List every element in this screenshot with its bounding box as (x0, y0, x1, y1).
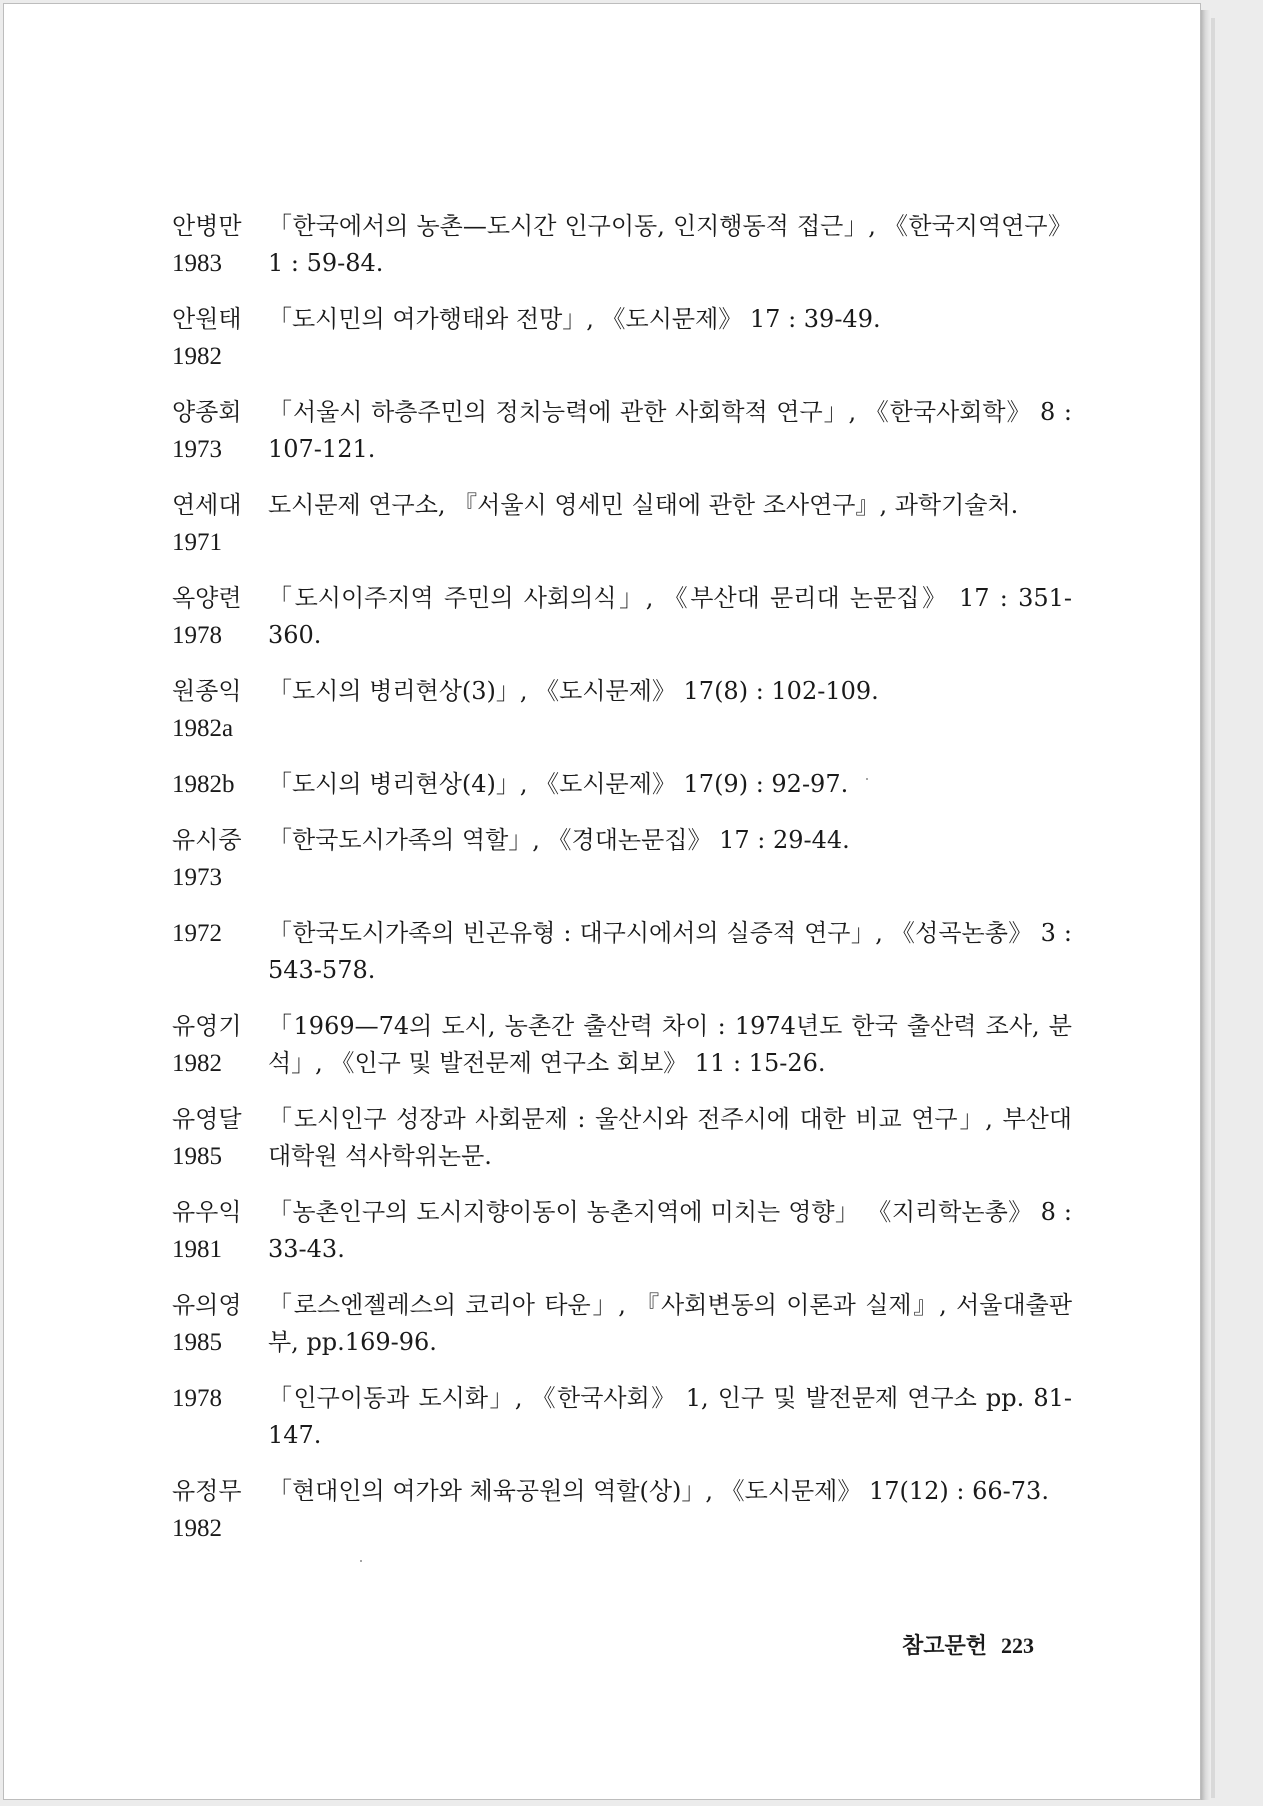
entry-year: 1985 (172, 1329, 222, 1356)
entry-year: 1982 (172, 343, 222, 370)
reference-entry (172, 1380, 1072, 1454)
entry-text: 「도시의 병리현상(3)」, 《도시문제》 17(8) : 102-109. (268, 677, 879, 705)
reference-entry (172, 208, 1072, 282)
entry-year: 1982 (172, 1050, 222, 1077)
entry-text: 「인구이동과 도시화」, 《한국사회》 1, 인구 및 발전문제 연구소 pp. 81-147. (268, 1384, 1072, 1449)
entry-year: 1982 (172, 1515, 222, 1542)
page-number: 223 (1001, 1633, 1035, 1658)
entry-year: 1983 (172, 250, 222, 277)
entry-year: 1981 (172, 1236, 222, 1263)
page-edge-shadow (1201, 10, 1211, 1800)
entry-text: 「한국도시가족의 역할」, 《경대논문집》 17 : 29-44. (268, 826, 850, 854)
entry-author: 안병만 (172, 212, 242, 240)
reference-entry (172, 915, 1072, 989)
entry-year: 1985 (172, 1143, 222, 1170)
entry-author: 유정무 (172, 1477, 242, 1505)
entry-year: 1973 (172, 864, 222, 891)
entry-text: 「농촌인구의 도시지향이동이 농촌지역에 미치는 영향」 《지리학논총》 8 : 33-43. (268, 1198, 1072, 1263)
entry-year: 1982a (172, 715, 234, 742)
reference-entry (172, 1194, 1072, 1268)
reference-entry (172, 580, 1072, 654)
entry-year: 1971 (172, 529, 222, 556)
entry-author: 유영달 (172, 1105, 242, 1133)
entry-text: 「도시민의 여가행태와 전망」, 《도시문제》 17 : 39-49. (268, 305, 881, 333)
entry-year: 1978 (172, 1385, 222, 1412)
entry-author: 양종회 (172, 398, 242, 426)
entry-text: 「서울시 하층주민의 정치능력에 관한 사회학적 연구」, 《한국사회학》 8 : 107-121. (268, 398, 1072, 463)
reference-entry (172, 1008, 1072, 1082)
reference-entry (172, 394, 1072, 468)
reference-entry (172, 1287, 1072, 1361)
entry-author: 옥양련 (172, 584, 242, 612)
entry-author: 연세대 (172, 491, 242, 519)
entry-text: 도시문제 연구소, 『서울시 영세민 실태에 관한 조사연구』, 과학기술처. (268, 491, 1019, 519)
scan-speck (866, 778, 868, 780)
entry-author: 원종익 (172, 677, 242, 705)
entry-author: 유시중 (172, 826, 242, 854)
entry-text: 「한국도시가족의 빈곤유형 : 대구시에서의 실증적 연구」, 《성곡논총》 3 : 543-578. (268, 919, 1072, 984)
footer-section-title: 참고문헌 (902, 1633, 988, 1659)
reference-entry (172, 822, 1072, 896)
entry-text: 「도시이주지역 주민의 사회의식」, 《부산대 문리대 논문집》 17 : 351-360. (268, 584, 1072, 649)
reference-entry (172, 673, 1072, 747)
reference-list (172, 208, 1072, 1547)
entry-year: 1972 (172, 920, 222, 947)
scan-speck (360, 1560, 362, 1562)
entry-year: 1978 (172, 622, 222, 649)
page-footer (902, 1631, 1034, 1661)
entry-year: 1973 (172, 436, 222, 463)
entry-author: 유영기 (172, 1012, 242, 1040)
reference-entry (172, 1473, 1072, 1547)
page-edge-outer (1211, 18, 1215, 1798)
entry-author: 유우익 (172, 1198, 242, 1226)
entry-text: 「도시의 병리현상(4)」, 《도시문제》 17(9) : 92-97. (268, 770, 849, 798)
reference-entry (172, 487, 1072, 561)
entry-year: 1982b (172, 771, 235, 798)
entry-text: 「현대인의 여가와 체육공원의 역할(상)」, 《도시문제》 17(12) : 66-73. (268, 1477, 1049, 1505)
entry-text: 「1969—74의 도시, 농촌간 출산력 차이 : 1974년도 한국 출산력 조사, 분석」, 《인구 및 발전문제 연구소 회보》 11 : 15-26. (268, 1012, 1072, 1077)
entry-text: 「한국에서의 농촌—도시간 인구이동, 인지행동적 접근」, 《한국지역연구》 1 : 59-84. (268, 212, 1072, 277)
reference-entry (172, 766, 1072, 803)
entry-author: 안원태 (172, 305, 242, 333)
reference-entry (172, 301, 1072, 375)
entry-text: 「도시인구 성장과 사회문제 : 울산시와 전주시에 대한 비교 연구」, 부산대 대학원 석사학위논문. (268, 1105, 1072, 1170)
reference-entry (172, 1101, 1072, 1175)
entry-text: 「로스엔젤레스의 코리아 타운」, 『사회변동의 이론과 실제』, 서울대출판부, pp.169-96. (268, 1291, 1072, 1356)
entry-author: 유의영 (172, 1291, 242, 1319)
